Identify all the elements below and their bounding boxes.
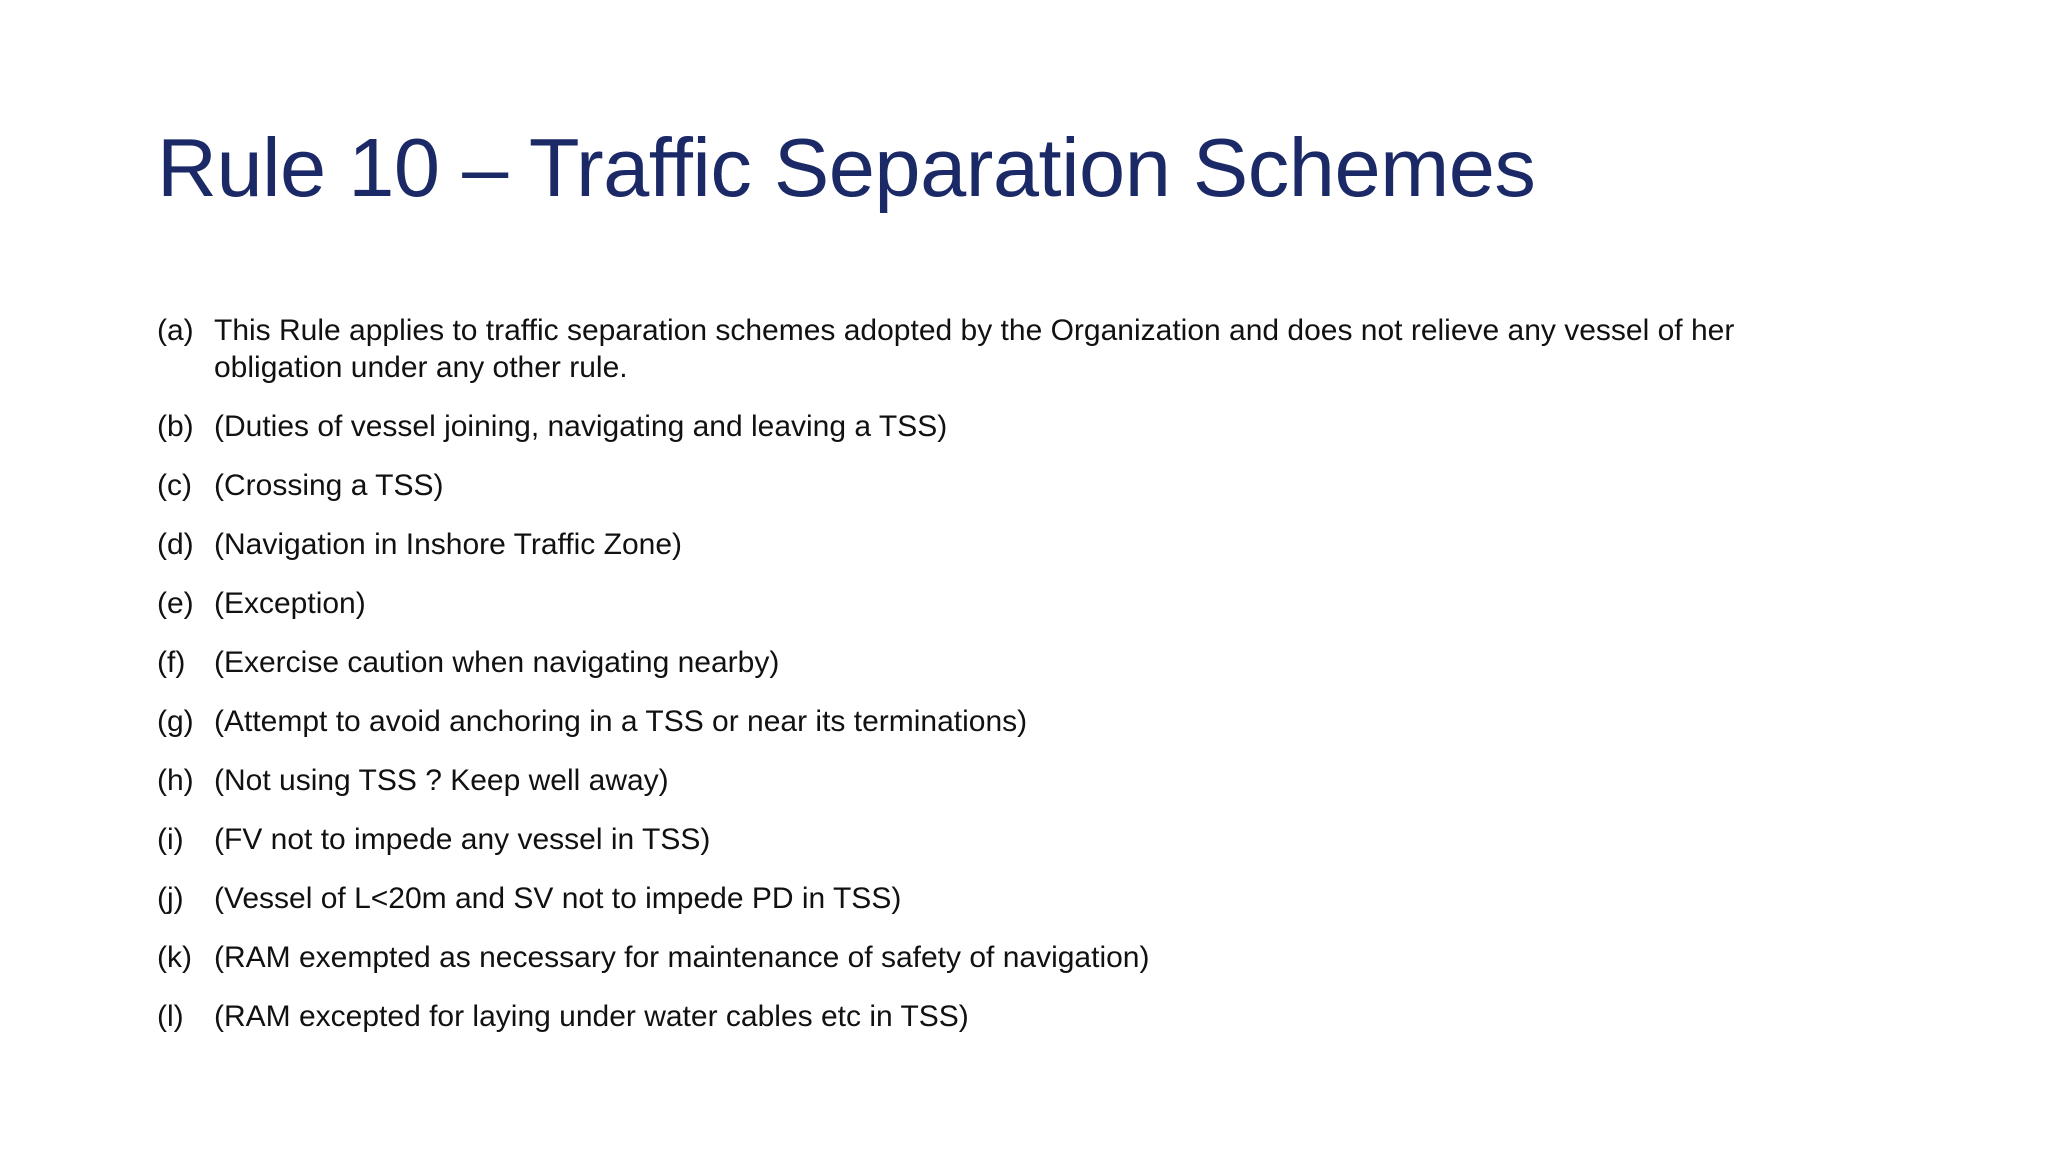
list-item-text: This Rule applies to traffic separation schemes adopted by the Organization and does not relieve any vessel of her obligation under any other rule. xyxy=(214,314,1735,384)
list-item-e xyxy=(157,585,1857,622)
rule-items-list xyxy=(157,312,1857,1057)
list-item-text: (FV not to impede any vessel in TSS) xyxy=(214,823,711,856)
list-item-a xyxy=(157,312,1857,386)
list-item-marker: (h) xyxy=(157,764,194,797)
list-item-text: (Exercise caution when navigating nearby) xyxy=(214,646,780,679)
list-item-f xyxy=(157,644,1857,681)
list-item-text: (Vessel of L<20m and SV not to impede PD in TSS) xyxy=(214,882,902,915)
list-item-marker: (l) xyxy=(157,1000,184,1033)
list-item-d xyxy=(157,526,1857,563)
list-item-text: (Attempt to avoid anchoring in a TSS or near its terminations) xyxy=(214,705,1028,738)
list-item-i xyxy=(157,821,1857,858)
list-item-text: (Crossing a TSS) xyxy=(214,469,444,502)
list-item-text: (Duties of vessel joining, navigating and leaving a TSS) xyxy=(214,410,948,443)
list-item-marker: (i) xyxy=(157,823,184,856)
list-item-marker: (j) xyxy=(157,882,184,915)
list-item-l xyxy=(157,998,1857,1035)
list-item-g xyxy=(157,703,1857,740)
list-item-marker: (e) xyxy=(157,587,194,620)
list-item-c xyxy=(157,467,1857,504)
list-item-k xyxy=(157,939,1857,976)
list-item-b xyxy=(157,408,1857,445)
list-item-j xyxy=(157,880,1857,917)
list-item-marker: (b) xyxy=(157,410,194,443)
list-item-marker: (c) xyxy=(157,469,192,502)
list-item-marker: (f) xyxy=(157,646,186,679)
list-item-marker: (g) xyxy=(157,705,194,738)
list-item-text: (Exception) xyxy=(214,587,366,620)
list-item-text: (RAM excepted for laying under water cables etc in TSS) xyxy=(214,1000,969,1033)
list-item-marker: (k) xyxy=(157,941,192,974)
list-item-marker: (a) xyxy=(157,314,194,347)
list-item-marker: (d) xyxy=(157,528,194,561)
list-item-text: (RAM exempted as necessary for maintenance of safety of navigation) xyxy=(214,941,1150,974)
list-item-text: (Not using TSS ? Keep well away) xyxy=(214,764,669,797)
slide-title: Rule 10 – Traffic Separation Schemes xyxy=(157,121,1536,214)
list-item-text: (Navigation in Inshore Traffic Zone) xyxy=(214,528,683,561)
list-item-h xyxy=(157,762,1857,799)
